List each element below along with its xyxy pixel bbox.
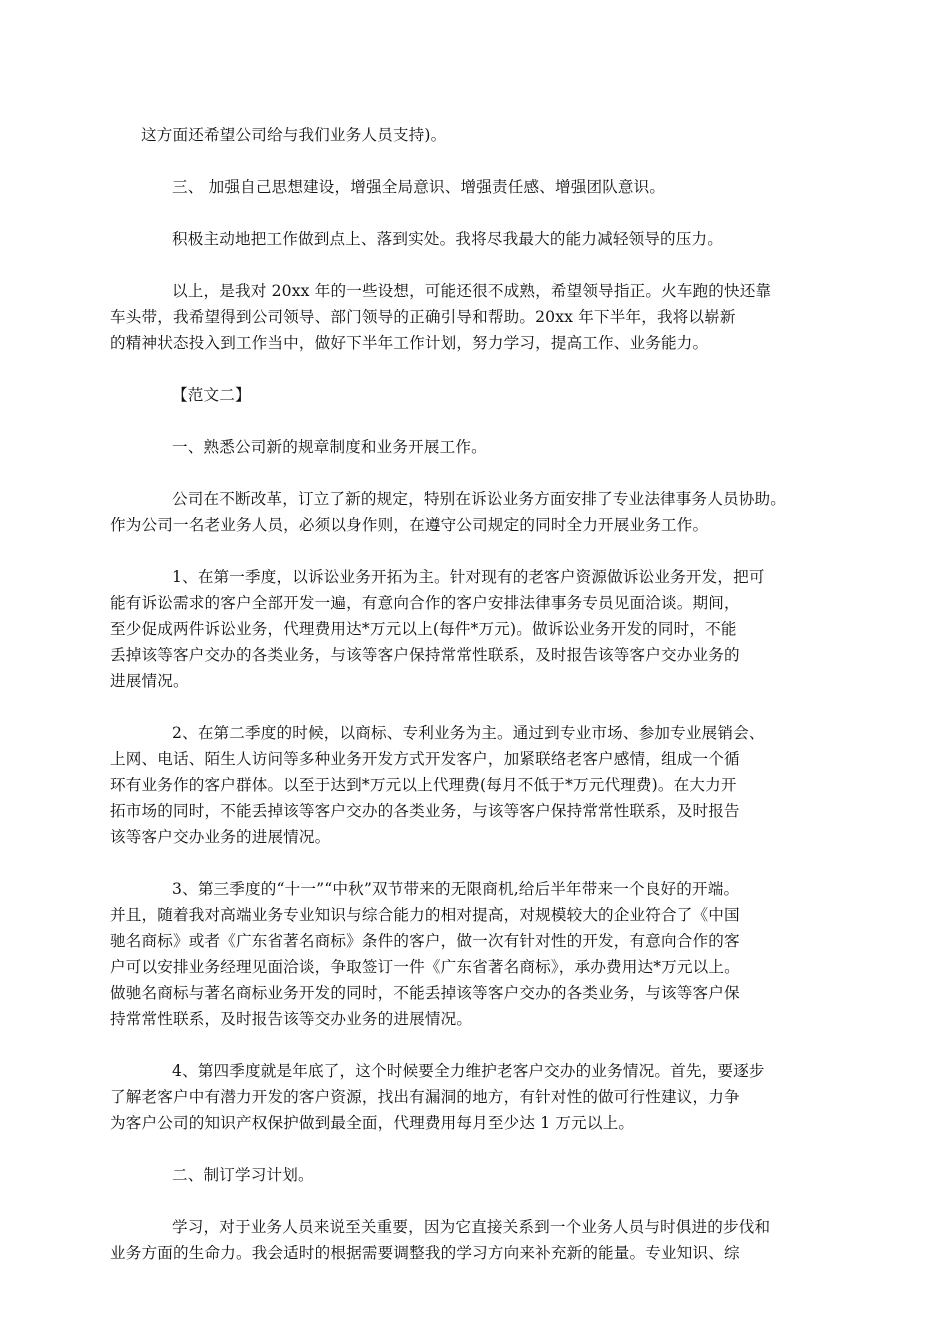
text-line: 积极主动地把工作做到点上、落到实处。我将尽我最大的能力减轻领导的压力。 [172,230,724,248]
paragraph-continuation [141,122,821,148]
paragraph-company-reform [110,486,821,538]
text-line: 1、在第一季度，以诉讼业务开拓为主。针对现有的老客户资源做诉讼业务开发，把可 [172,568,765,586]
text-line: 二、制订学习计划。 [172,1166,314,1184]
paragraph-q4 [110,1058,821,1136]
text-line: 至少促成两件诉讼业务，代理费用达*万元以上(每件*万元)。做诉讼业务开发的同时，不能 [110,620,737,638]
text-line: 环有业务作的客户群体。以至于达到*万元以上代理费(每月不低于*万元代理费)。在大力开 [110,776,737,794]
text-line: 了解老客户中有潜力开发的客户资源，找出有漏洞的地方，有针对性的做可行性建议，力争 [110,1088,740,1106]
section-heading-two [141,1162,821,1188]
text-line: 2、在第二季度的时候，以商标、专利业务为主。通过到专业市场、参加专业展销会、 [172,724,765,742]
text-line: 4、第四季度就是年底了，这个时候要全力维护老客户交办的业务情况。首先，要逐步 [172,1062,765,1080]
text-line: 能有诉讼需求的客户全部开发一遍，有意向合作的客户安排法律事务专员见面洽谈。期间， [110,594,740,612]
text-line: 这方面还希望公司给与我们业务人员支持)。 [141,126,447,144]
text-line: 做驰名商标与著名商标业务开发的同时，不能丢掉该等客户交办的各类业务，与该等客户保 [110,984,740,1002]
text-line: 拓市场的同时，不能丢掉该等客户交办的各类业务，与该等客户保持常常性联系，及时报告 [110,802,740,820]
text-line: 该等客户交办业务的进展情况。 [110,828,331,846]
text-line: 作为公司一名老业务人员，必须以身作则，在遵守公司规定的同时全力开展业务工作。 [110,516,709,534]
text-line: 学习，对于业务人员来说至关重要，因为它直接关系到一个业务人员与时俱进的步伐和 [172,1218,771,1236]
sample-heading [141,382,821,408]
paragraph-q1 [110,564,821,694]
text-line: 丢掉该等客户交办的各类业务，与该等客户保持常常性联系，及时报告该等客户交办业务的 [110,646,740,664]
text-line: 上网、电话、陌生人访问等多种业务开发方式开发客户，加紧联络老客户感情，组成一个循 [110,750,740,768]
text-line: 并且，随着我对高端业务专业知识与综合能力的相对提高，对规模较大的企业符合了《中国 [110,906,740,924]
paragraph-initiative [141,226,821,252]
text-line: 驰名商标》或者《广东省著名商标》条件的客户，做一次有针对性的开发，有意向合作的客 [110,932,740,950]
text-line: 业务方面的生命力。我会适时的根据需要调整我的学习方向来补充新的能量。专业知识、综 [110,1244,740,1262]
document-body [110,122,821,1266]
text-line: 公司在不断改革，订立了新的规定，特别在诉讼业务方面安排了专业法律事务人员协助。 [172,490,787,508]
text-line: 持常常性联系，及时报告该等交办业务的进展情况。 [110,1010,473,1028]
text-line: 的精神状态投入到工作当中，做好下半年工作计划，努力学习，提高工作、业务能力。 [110,334,709,352]
text-line: 一、熟悉公司新的规章制度和业务开展工作。 [172,438,487,456]
paragraph-section-three [141,174,821,200]
text-line: 为客户公司的知识产权保护做到最全面，代理费用每月至少达 1 万元以上。 [110,1114,635,1132]
text-line: 车头带，我希望得到公司领导、部门领导的正确引导和帮助。20xx 年下半年，我将以崭新 [110,308,736,326]
paragraph-q3 [110,876,821,1032]
text-line: 进展情况。 [110,672,189,690]
section-heading-one [141,434,821,460]
text-line: 3、第三季度的“十一”“中秋”双节带来的无限商机,给后半年带来一个良好的开端。 [172,880,740,898]
paragraph-conclusion [110,278,821,356]
paragraph-q2 [110,720,821,850]
paragraph-learning [110,1214,821,1266]
text-line: 【范文二】 [172,386,251,404]
text-line: 以上，是我对 20xx 年的一些设想，可能还很不成熟，希望领导指正。火车跑的快还靠 [172,282,772,300]
text-line: 三、 加强自己思想建设，增强全局意识、增强责任感、增强团队意识。 [172,178,666,196]
text-line: 户可以安排业务经理见面洽谈，争取签订一件《广东省著名商标》，承办费用达*万元以上。 [110,958,740,976]
